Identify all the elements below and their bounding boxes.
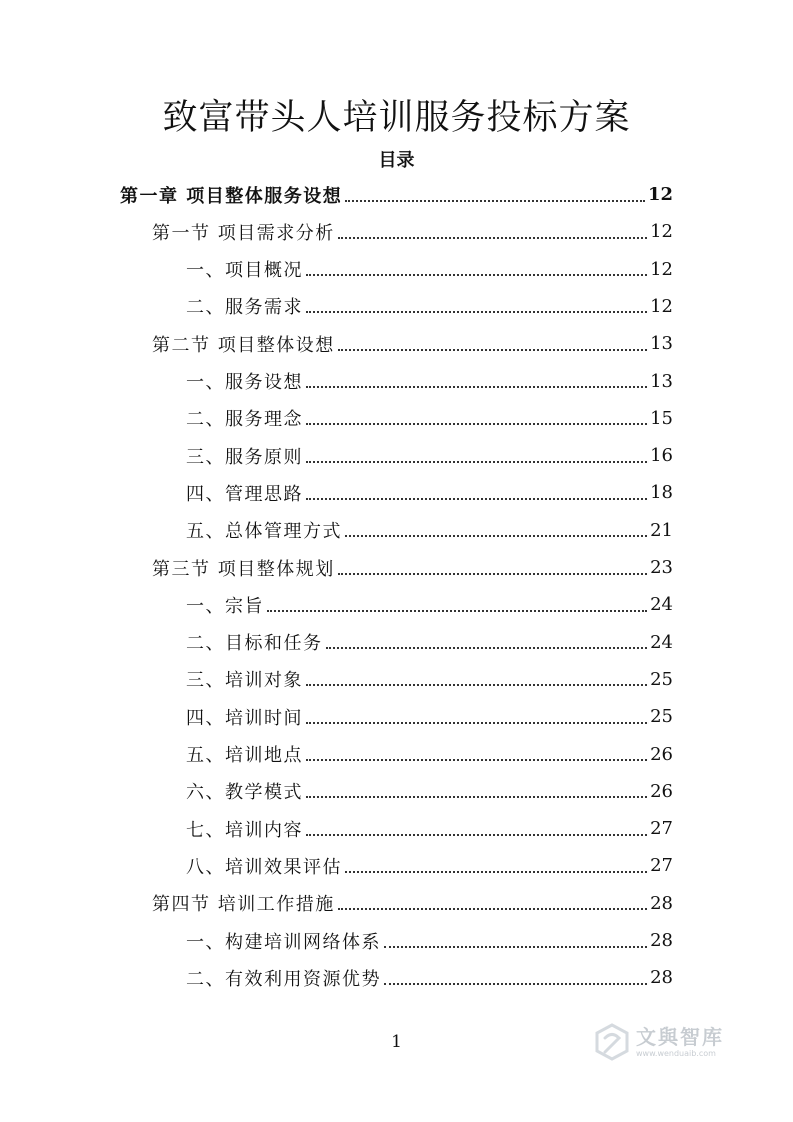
toc-dot-leader bbox=[384, 983, 647, 985]
toc-entry[interactable] bbox=[186, 437, 673, 474]
toc-dot-leader bbox=[267, 610, 647, 612]
toc-entry[interactable] bbox=[186, 586, 673, 623]
toc-entry-page: 13 bbox=[650, 333, 673, 355]
toc-entry-page: 28 bbox=[650, 967, 673, 989]
toc-entry[interactable] bbox=[186, 474, 673, 511]
toc-dot-leader bbox=[345, 535, 647, 537]
toc-entry-page: 18 bbox=[650, 482, 673, 504]
toc-entry-page: 26 bbox=[650, 780, 673, 802]
toc-entry-text: 三、培训对象 bbox=[186, 670, 303, 692]
toc-entry-page: 24 bbox=[650, 594, 673, 616]
watermark bbox=[592, 1022, 724, 1062]
toc-entry[interactable] bbox=[186, 624, 673, 661]
toc-entry[interactable] bbox=[152, 885, 673, 922]
toc-entry-page: 12 bbox=[650, 295, 673, 317]
toc-entry[interactable] bbox=[186, 661, 673, 698]
toc-entry-page: 25 bbox=[650, 706, 673, 728]
toc-dot-leader bbox=[345, 200, 645, 202]
toc-entry-page: 26 bbox=[650, 743, 673, 765]
toc-entry[interactable] bbox=[186, 810, 673, 847]
toc-entry-page: 12 bbox=[650, 258, 673, 280]
toc-entry-text: 五、培训地点 bbox=[186, 745, 303, 766]
toc-entry[interactable] bbox=[152, 549, 673, 586]
toc-dot-leader bbox=[384, 946, 647, 948]
toc-entry-text: 三、服务原则 bbox=[186, 446, 303, 468]
toc-entry-page: 12 bbox=[647, 184, 673, 205]
toc-entry-page: 27 bbox=[650, 818, 673, 840]
toc-entry-page: 27 bbox=[650, 855, 673, 877]
toc-entry[interactable] bbox=[186, 363, 673, 400]
toc-entry-page: 24 bbox=[650, 631, 673, 653]
toc-entry-text: 八、培训效果评估 bbox=[186, 856, 342, 878]
toc-entry[interactable] bbox=[186, 847, 673, 884]
toc-dot-leader bbox=[306, 834, 647, 836]
toc-dot-leader bbox=[306, 461, 647, 463]
toc-dot-leader bbox=[306, 386, 647, 388]
toc-entry-text: 七、培训内容 bbox=[186, 819, 303, 841]
toc-entry[interactable] bbox=[186, 698, 673, 735]
toc-entry-page: 16 bbox=[650, 445, 673, 467]
toc-entry-text: 第四节 培训工作措施 bbox=[152, 894, 335, 916]
toc-entry[interactable] bbox=[186, 512, 673, 549]
toc-dot-leader bbox=[306, 311, 647, 313]
toc-entry-page: 12 bbox=[650, 221, 673, 243]
page-number: 1 bbox=[391, 1032, 402, 1052]
toc-entry-text: 一、项目概况 bbox=[186, 260, 303, 282]
toc-entry[interactable] bbox=[186, 400, 673, 437]
toc-dot-leader bbox=[306, 796, 647, 798]
toc-entry-text: 第一节 项目需求分析 bbox=[152, 222, 335, 244]
toc-entry-page: 25 bbox=[650, 668, 673, 690]
wenyu-logo-icon bbox=[592, 1022, 632, 1062]
toc-entry-page: 23 bbox=[650, 557, 673, 578]
toc-dot-leader bbox=[306, 274, 647, 276]
toc-entry[interactable] bbox=[152, 213, 673, 250]
toc-entry-text: 六、教学模式 bbox=[186, 782, 303, 804]
toc-entry[interactable] bbox=[186, 251, 673, 288]
toc-entry-text: 四、管理思路 bbox=[186, 483, 303, 505]
toc-entry-text: 二、目标和任务 bbox=[186, 633, 323, 655]
watermark-name: 文與智库 bbox=[636, 1024, 724, 1049]
toc-entry[interactable] bbox=[120, 176, 673, 213]
toc-entry-page: 28 bbox=[650, 892, 673, 914]
toc-entry-page: 21 bbox=[650, 519, 673, 541]
toc-entry-text: 五、总体管理方式 bbox=[186, 521, 342, 543]
toc-entry-text: 第二节 项目整体设想 bbox=[152, 334, 335, 356]
toc-entry-text: 二、有效利用资源优势 bbox=[186, 968, 381, 990]
toc-entry-page: 15 bbox=[650, 407, 673, 429]
toc-dot-leader bbox=[306, 684, 647, 686]
toc-dot-leader bbox=[345, 871, 647, 873]
toc-entry[interactable] bbox=[152, 325, 673, 362]
toc-dot-leader bbox=[338, 573, 647, 575]
toc-entry-text: 四、培训时间 bbox=[186, 707, 303, 729]
toc-dot-leader bbox=[306, 722, 647, 724]
toc-dot-leader bbox=[338, 908, 647, 910]
toc-entry-text: 二、服务需求 bbox=[186, 297, 303, 319]
toc-dot-leader bbox=[338, 237, 647, 239]
toc-dot-leader bbox=[306, 759, 647, 761]
toc-heading: 目录 bbox=[378, 150, 415, 171]
toc-entry-page: 13 bbox=[650, 370, 673, 392]
toc-entry[interactable] bbox=[186, 288, 673, 325]
toc-entry[interactable] bbox=[186, 736, 673, 773]
document-title: 致富带头人培训服务投标方案 bbox=[162, 98, 631, 138]
toc-entry-text: 一、构建培训网络体系 bbox=[186, 931, 381, 953]
toc-entry-text: 一、服务设想 bbox=[186, 372, 303, 393]
toc-dot-leader bbox=[338, 349, 647, 351]
toc-entry[interactable] bbox=[186, 922, 673, 959]
toc-entry[interactable] bbox=[186, 773, 673, 810]
toc-entry-page: 28 bbox=[650, 930, 673, 951]
watermark-url: www.wenduaib.com bbox=[636, 1048, 716, 1058]
toc-entry-text: 二、服务理念 bbox=[186, 409, 303, 431]
toc-entry-text: 第三节 项目整体规划 bbox=[152, 558, 335, 580]
toc-dot-leader bbox=[306, 423, 647, 425]
toc-entry-text: 第一章 项目整体服务设想 bbox=[120, 185, 343, 207]
toc-entry-text: 一、宗旨 bbox=[186, 595, 264, 617]
toc-dot-leader bbox=[326, 647, 648, 649]
toc-dot-leader bbox=[306, 498, 647, 500]
toc-entry[interactable] bbox=[186, 959, 673, 996]
